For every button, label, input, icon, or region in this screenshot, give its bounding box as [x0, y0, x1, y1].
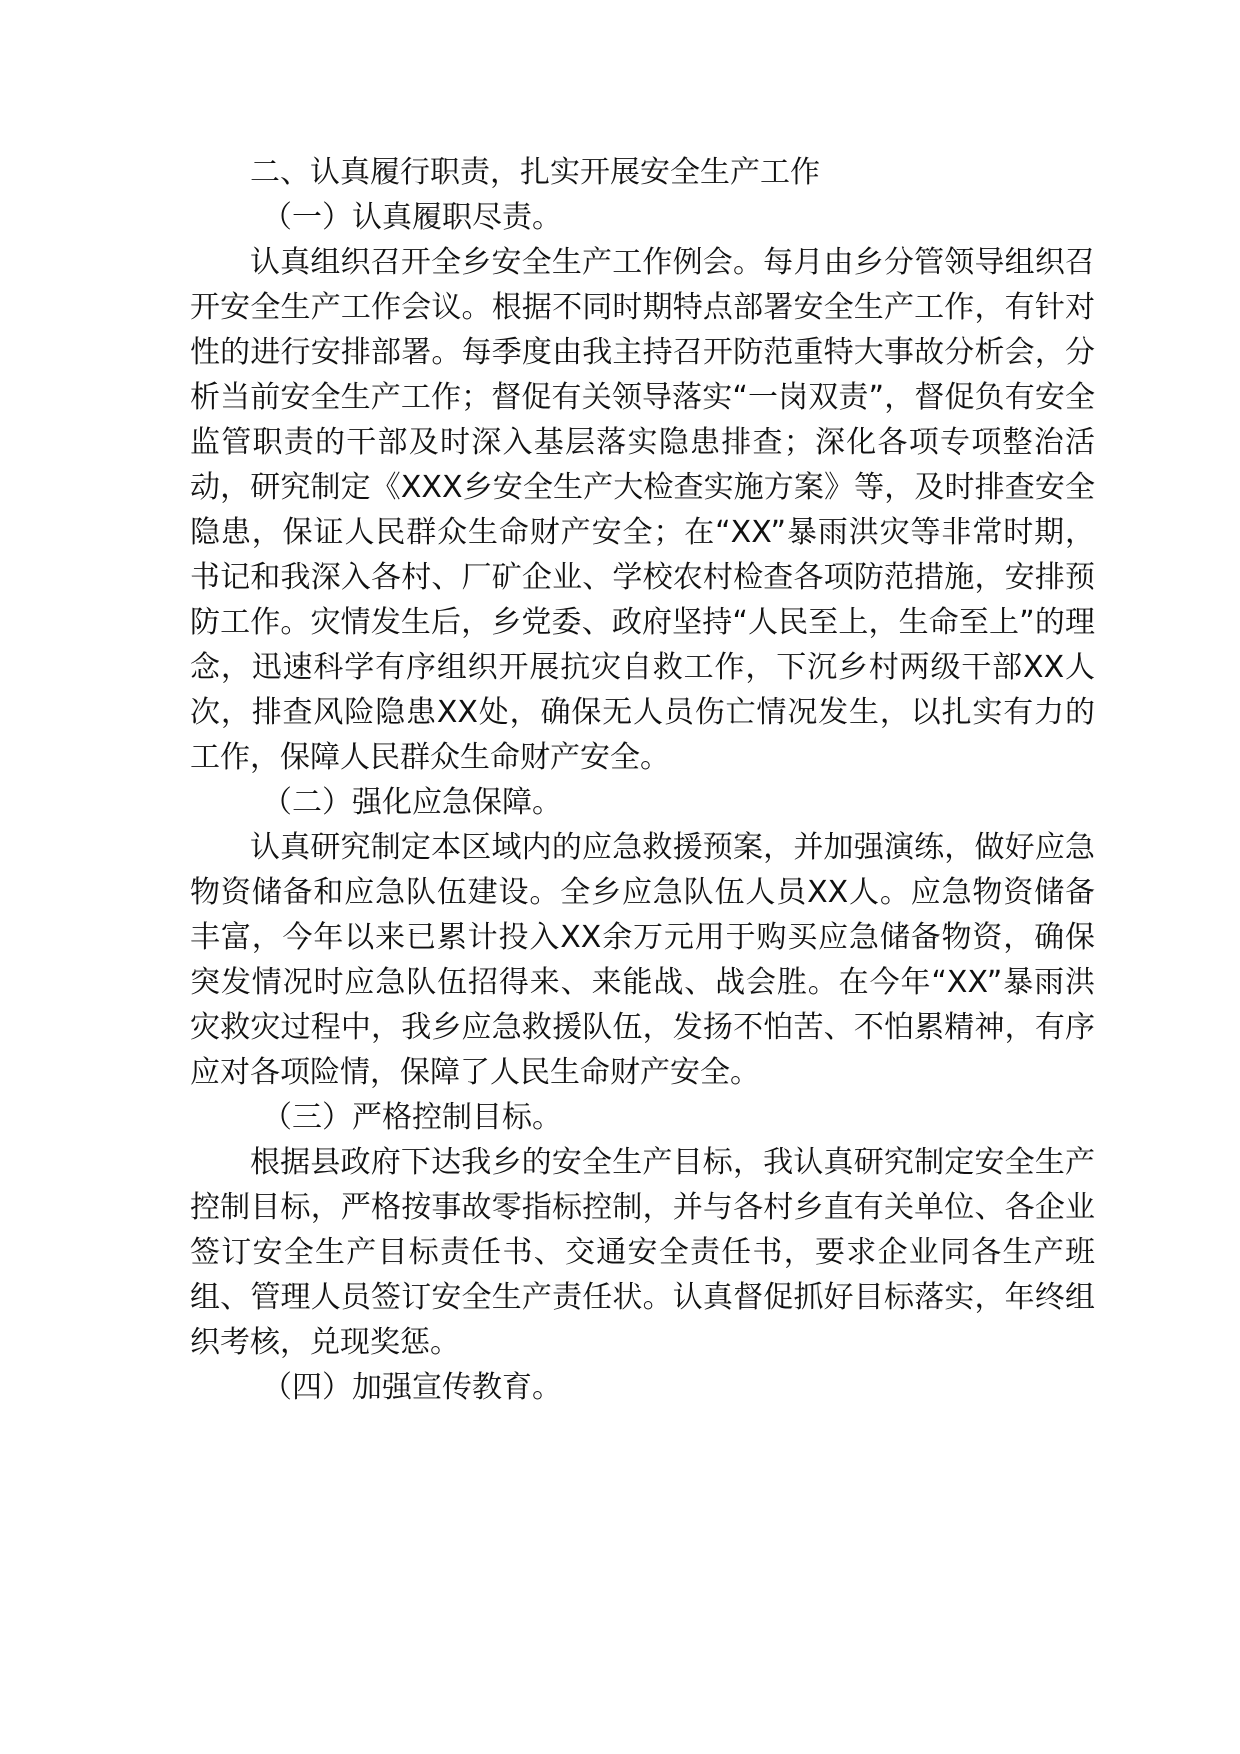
paragraph-2: 认真研究制定本区域内的应急救援预案，并加强演练，做好应急物资储备和应急队伍建设。全乡应急队伍人员XX人。应急物资储备丰富，今年以来已累计投入XX余万元用于购买应急储备物资，确保突发情况时应急队伍招得来、来能战、战会胜。在今年“XX”暴雨洪灾救灾过程中，我乡应急救援队伍，发扬不怕苦、不怕累精神，有序应对各项险情，保障了人民生命财产安全。	[190, 830, 1095, 1090]
paragraph-1: 认真组织召开全乡安全生产工作例会。每月由乡分管领导组织召开安全生产工作会议。根据不同时期特点部署安全生产工作，有针对性的进行安排部署。每季度由我主持召开防范重特大事故分析会，分析当前安全生产工作；督促有关领导落实“一岗双责”，督促负有安全监管职责的干部及时深入基层落实隐患排查；深化各项专项整治活动，研究制定《XXX乡安全生产大检查实施方案》等，及时排查安全隐患，保证人民群众生命财产安全；在“XX”暴雨洪灾等非常时期，书记和我深入各村、厂矿企业、学校农村检查各项防范措施，安排预防工作。灾情发生后，乡党委、政府坚持“人民至上，生命至上”的理念，迅速科学有序组织开展抗灾自救工作，下沉乡村两级干部XX人次，排查风险隐患XX处，确保无人员伤亡情况发生，以扎实有力的工作，保障人民群众生命财产安全。	[190, 245, 1095, 775]
subsection-title-4: （四）加强宣传教育。	[262, 1370, 562, 1405]
paragraph-3: 根据县政府下达我乡的安全生产目标，我认真研究制定安全生产控制目标，严格按事故零指标控制，并与各村乡直有关单位、各企业签订安全生产目标责任书、交通安全责任书，要求企业同各生产班组、管理人员签订安全生产责任状。认真督促抓好目标落实，年终组织考核，兑现奖惩。	[190, 1145, 1095, 1360]
subsection-title-3: （三）严格控制目标。	[262, 1100, 562, 1135]
section-heading: 二、认真履行职责，扎实开展安全生产工作	[250, 155, 820, 190]
document-body	[190, 150, 1095, 1410]
subsection-title-1: （一）认真履职尽责。	[262, 200, 562, 235]
subsection-title-2: （二）强化应急保障。	[262, 785, 562, 820]
